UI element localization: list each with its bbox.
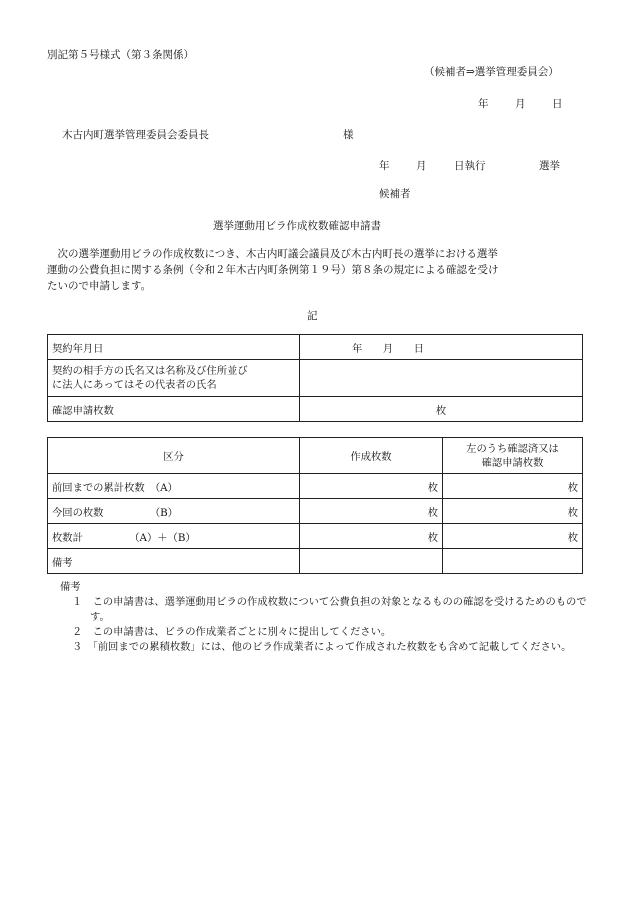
row-remarks-confirmed: [443, 549, 583, 574]
counterparty-label: [48, 360, 300, 397]
candidate-label: 候補者: [379, 188, 411, 200]
row-current-label: 今回の枚数 （B）: [48, 499, 300, 524]
date-month-label: 月: [515, 98, 526, 110]
election-day-label: 日執行: [454, 160, 486, 172]
election-year-label: 年: [379, 160, 390, 172]
body-text-line2: 運動の公費負担に関する条例（令和２年木古内町条例第１９号）第８条の規定による確認を受け: [47, 264, 499, 276]
date-day-label: 日: [552, 98, 563, 110]
ki-heading: 記: [307, 310, 318, 322]
table-row: [48, 397, 583, 422]
header-confirmed-line2: 確認申請枚数: [481, 456, 544, 469]
row-sum-label: 枚数計 （A）＋（B）: [48, 524, 300, 549]
note-item-2: ２ この申請書は、ビラの作成業者ごとに別々に提出してください。: [72, 626, 392, 638]
date-year-label: 年: [478, 98, 489, 110]
addressee: 木古内町選挙管理委員会委員長: [62, 129, 209, 141]
notes-section: [60, 580, 590, 655]
header-category: 区分: [48, 438, 300, 474]
header-confirmed-line1: 左のうち確認済又は: [466, 442, 559, 455]
election-month-label: 月: [416, 160, 427, 172]
row-current-produced: 枚: [300, 499, 443, 524]
contract-table: [47, 334, 583, 422]
table-row: [48, 360, 583, 397]
count-table: [47, 437, 583, 574]
notes-heading: 備考: [60, 581, 81, 593]
note-item-1: １ この申請書は、選挙運動用ビラの作成枚数について公費負担の対象となるものの確認を受けるためのものです。: [72, 596, 587, 623]
election-label: 選挙: [539, 160, 560, 172]
note-item-3: ３ 「前回までの累積枚数」には、他のビラ作成業者によって作成された枚数をも含めて記載してください。: [72, 641, 572, 653]
row-current-confirmed: 枚: [443, 499, 583, 524]
requested-count-label: 確認申請枚数: [48, 397, 300, 422]
row-remarks-label: 備考: [48, 549, 300, 574]
row-previous-total-confirmed: 枚: [443, 474, 583, 499]
contract-date-label: 契約年月日: [48, 335, 300, 360]
body-text-line1: 次の選挙運動用ビラの作成枚数につき、木古内町議会議員及び木古内町長の選挙における選挙: [47, 248, 498, 260]
table-row: [48, 335, 583, 360]
row-previous-total-label: 前回までの累計枚数 （A）: [48, 474, 300, 499]
document-title: 選挙運動用ビラ作成枚数確認申請書: [213, 220, 381, 232]
row-sum-confirmed: 枚: [443, 524, 583, 549]
header-confirmed-count: [443, 438, 583, 474]
body-text-line3: たいので申請します。: [47, 280, 152, 292]
row-sum-produced: 枚: [300, 524, 443, 549]
table-header-row: [48, 438, 583, 474]
table-row: [48, 524, 583, 549]
form-label: 別記第５号様式（第３条関係）: [47, 49, 194, 61]
table-row: [48, 499, 583, 524]
row-remarks-produced: [300, 549, 443, 574]
header-produced-count: 作成枚数: [300, 438, 443, 474]
row-previous-total-produced: 枚: [300, 474, 443, 499]
counterparty-label-line2: に法人にあってはその代表者の氏名: [52, 379, 217, 391]
requested-count-value: 枚: [300, 397, 583, 422]
routing-note: （候補者⇒選挙管理委員会）: [424, 66, 559, 78]
table-row: [48, 549, 583, 574]
contract-date-value: 年 月 日: [300, 335, 583, 360]
honorific: 様: [343, 129, 354, 141]
table-row: [48, 474, 583, 499]
counterparty-value: [300, 360, 583, 397]
counterparty-label-line1: 契約の相手方の氏名又は名称及び住所並び: [52, 365, 248, 377]
